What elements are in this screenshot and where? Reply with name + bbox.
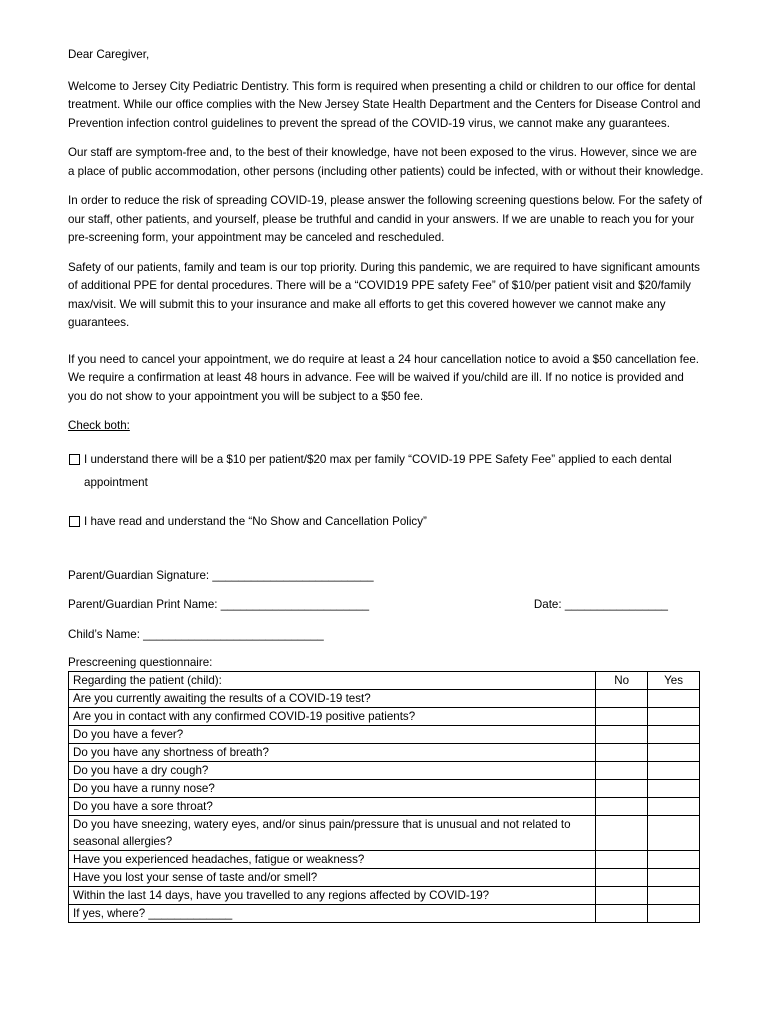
answer-no-cell[interactable] bbox=[596, 690, 648, 708]
header-yes: Yes bbox=[648, 672, 700, 690]
answer-no-cell[interactable] bbox=[596, 887, 648, 905]
answer-no-cell[interactable] bbox=[596, 816, 648, 851]
answer-yes-cell[interactable] bbox=[648, 690, 700, 708]
table-row bbox=[69, 708, 700, 726]
question-text: Are you in contact with any confirmed COVID-19 positive patients? bbox=[69, 708, 596, 726]
paragraph-screening: In order to reduce the risk of spreading COVID-19, please answer the following screening questions below. For the safety of our staff, other patients, and yourself, please be truthful and candid in your answers. If we are unable to reach you for your pre-screening form, your appointment may be canceled and rescheduled. bbox=[68, 194, 703, 244]
table-row bbox=[69, 762, 700, 780]
answer-no-cell[interactable] bbox=[596, 851, 648, 869]
question-text: Are you currently awaiting the results of a COVID-19 test? bbox=[69, 690, 596, 708]
answer-yes-cell[interactable] bbox=[648, 780, 700, 798]
paragraph-staff: Our staff are symptom-free and, to the best of their knowledge, have not been exposed to the virus. However, since we are a place of public accommodation, other persons (including other patients) could be infected, with or without their knowledge. bbox=[68, 146, 704, 178]
checkbox-cancellation-policy[interactable] bbox=[69, 516, 80, 527]
answer-yes-cell[interactable] bbox=[648, 887, 700, 905]
answer-yes-cell[interactable] bbox=[648, 851, 700, 869]
check-label-ppe-fee: I understand there will be a $10 per patient/$20 max per family “COVID-19 PPE Safety Fee” applied to each dental appointment bbox=[84, 452, 672, 489]
answer-yes-cell[interactable] bbox=[648, 869, 700, 887]
question-text: Do you have a dry cough? bbox=[69, 762, 596, 780]
header-no: No bbox=[596, 672, 648, 690]
check-item-cancellation-policy[interactable] bbox=[68, 512, 704, 533]
greeting: Dear Caregiver, bbox=[68, 48, 150, 61]
questionnaire-title: Prescreening questionnaire: bbox=[68, 656, 213, 669]
answer-yes-cell[interactable] bbox=[648, 744, 700, 762]
answer-yes-cell[interactable] bbox=[648, 726, 700, 744]
date-field[interactable]: Date: ________________ bbox=[533, 598, 668, 611]
question-text: Do you have a fever? bbox=[69, 726, 596, 744]
table-row bbox=[69, 690, 700, 708]
answer-no-cell[interactable] bbox=[596, 762, 648, 780]
print-name-row bbox=[68, 596, 668, 615]
question-text: Do you have a sore throat? bbox=[69, 798, 596, 816]
table-row bbox=[69, 816, 700, 851]
answer-yes-cell[interactable] bbox=[648, 816, 700, 851]
check-label-cancellation-policy: I have read and understand the “No Show and Cancellation Policy” bbox=[84, 514, 427, 528]
question-text: Have you lost your sense of taste and/or smell? bbox=[69, 869, 596, 887]
paragraph-welcome: Welcome to Jersey City Pediatric Dentistry. This form is required when presenting a child or children to our office for dental treatment. While our office complies with the New Jersey State Health Department and the Centers for Disease Control and Prevention infection control guidelines to prevent the spread of the COVID-19 virus, we cannot make any guarantees. bbox=[68, 79, 701, 130]
table-row bbox=[69, 726, 700, 744]
answer-yes-cell[interactable] bbox=[648, 762, 700, 780]
table-row bbox=[69, 744, 700, 762]
question-text-travel-location[interactable]: If yes, where? _____________ bbox=[69, 905, 596, 923]
answer-no-cell[interactable] bbox=[596, 798, 648, 816]
answer-no-cell[interactable] bbox=[596, 869, 648, 887]
paragraph-cancellation: If you need to cancel your appointment, we do require at least a 24 hour cancellation notice to avoid a $50 cancellation fee. We require a confirmation at least 48 hours in advance. Fee will be waived if you/child are ill. If no notice is provided and you do not show to your appointment you will be subject to a $50 fee. bbox=[68, 352, 699, 403]
check-item-ppe-fee[interactable] bbox=[68, 450, 704, 494]
check-heading: Check both: bbox=[68, 419, 130, 432]
answer-yes-cell[interactable] bbox=[648, 905, 700, 923]
table-row bbox=[69, 905, 700, 923]
answer-no-cell[interactable] bbox=[596, 708, 648, 726]
answer-yes-cell[interactable] bbox=[648, 708, 700, 726]
questionnaire-table bbox=[68, 671, 700, 923]
header-question: Regarding the patient (child): bbox=[69, 672, 596, 690]
question-text: Do you have a runny nose? bbox=[69, 780, 596, 798]
question-text: Have you experienced headaches, fatigue or weakness? bbox=[69, 851, 596, 869]
question-text: Do you have sneezing, watery eyes, and/or sinus pain/pressure that is unusual and not related to seasonal allergies? bbox=[69, 816, 596, 851]
answer-no-cell[interactable] bbox=[596, 726, 648, 744]
table-header-row bbox=[69, 672, 700, 690]
answer-no-cell[interactable] bbox=[596, 780, 648, 798]
answer-no-cell[interactable] bbox=[596, 744, 648, 762]
question-text: Within the last 14 days, have you travelled to any regions affected by COVID-19? bbox=[69, 887, 596, 905]
answer-yes-cell[interactable] bbox=[648, 798, 700, 816]
table-row bbox=[69, 780, 700, 798]
answer-no-cell[interactable] bbox=[596, 905, 648, 923]
table-row bbox=[69, 851, 700, 869]
print-name-field[interactable]: Parent/Guardian Print Name: _______________________ bbox=[68, 598, 370, 611]
signature-field[interactable]: Parent/Guardian Signature: _________________________ bbox=[68, 568, 374, 582]
table-row bbox=[69, 869, 700, 887]
paragraph-ppe-fee: Safety of our patients, family and team is our top priority. During this pandemic, we are required to have significant amounts of additional PPE for dental procedures. There will be a “COVID19 PPE safety Fee” of $10/per patient visit and $20/family max/visit. We will submit this to your insurance and make all efforts to get this covered however we cannot make any guarantees. bbox=[68, 260, 700, 329]
form-content bbox=[68, 46, 704, 923]
question-text: Do you have any shortness of breath? bbox=[69, 744, 596, 762]
table-row bbox=[69, 887, 700, 905]
checkbox-ppe-fee[interactable] bbox=[69, 454, 80, 465]
child-name-field[interactable]: Child’s Name: ____________________________ bbox=[68, 627, 324, 641]
table-row bbox=[69, 798, 700, 816]
